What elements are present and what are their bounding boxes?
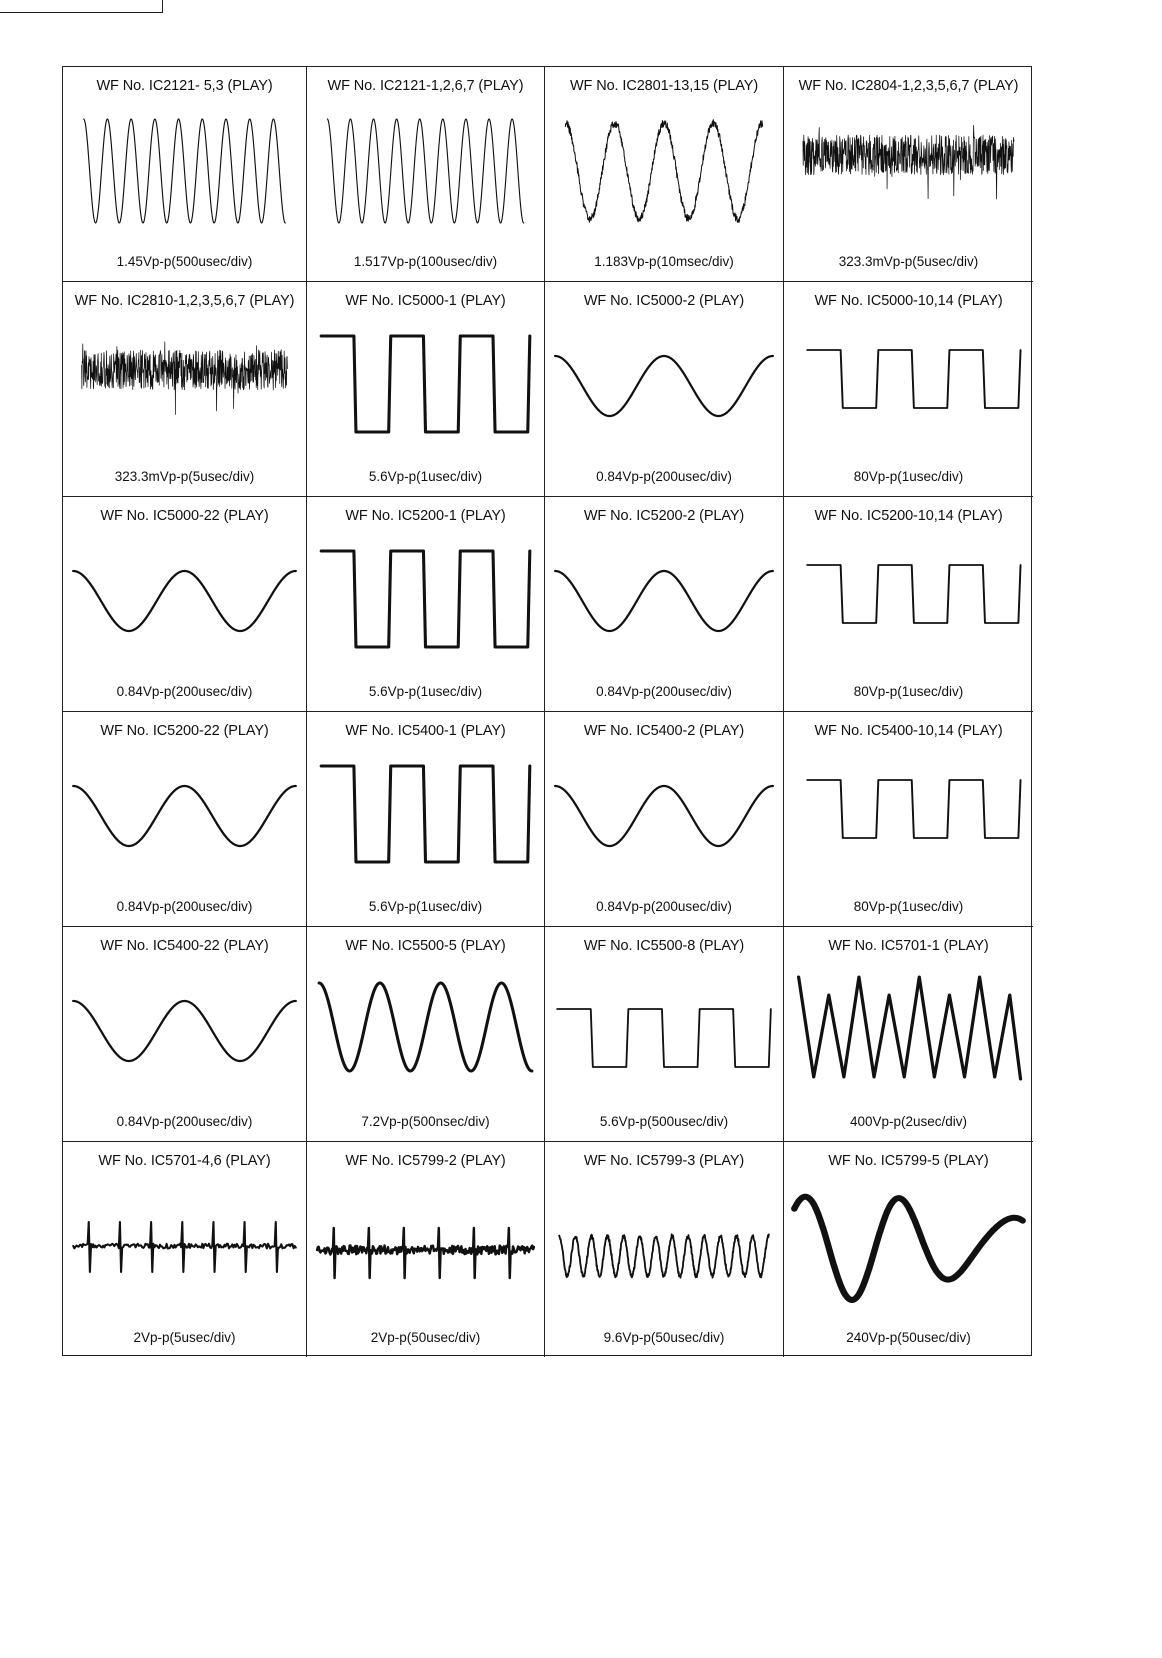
- waveform-line: [557, 1009, 771, 1067]
- waveform-title: WF No. IC5500-5 (PLAY): [345, 938, 506, 954]
- header-box: [0, 0, 163, 13]
- waveform-trace: [790, 322, 1027, 450]
- waveform-title: WF No. IC5200-22 (PLAY): [100, 723, 269, 739]
- waveform-line: [807, 350, 1020, 408]
- waveform-title: WF No. IC5400-2 (PLAY): [583, 723, 745, 739]
- waveform-panel: [545, 927, 784, 1142]
- waveform-title: WF No. IC5000-22 (PLAY): [100, 508, 269, 524]
- waveform-title: WF No. IC5400-22 (PLAY): [100, 938, 269, 954]
- waveform-line: [73, 1222, 296, 1272]
- waveform-caption: 0.84Vp-p(200usec/div): [116, 899, 253, 914]
- waveform-title: WF No. IC5701-4,6 (PLAY): [98, 1153, 271, 1169]
- waveform-panel: [307, 282, 545, 497]
- waveform-caption: 5.6Vp-p(1usec/div): [368, 684, 483, 699]
- waveform-panel: [63, 1142, 307, 1357]
- waveform-caption: 5.6Vp-p(1usec/div): [368, 469, 483, 484]
- waveform-line: [73, 786, 296, 846]
- waveform-panel: [307, 497, 545, 712]
- waveform-panel: [63, 497, 307, 712]
- waveform-title: WF No. IC5200-10,14 (PLAY): [814, 508, 1003, 524]
- waveform-caption: 9.6Vp-p(50usec/div): [603, 1330, 725, 1345]
- waveform-trace: [790, 537, 1027, 665]
- waveform-caption: 0.84Vp-p(200usec/div): [596, 469, 732, 484]
- waveform-trace: [69, 322, 300, 450]
- waveform-line: [73, 1001, 296, 1061]
- waveform-title: WF No. IC2801-13,15 (PLAY): [569, 78, 759, 94]
- waveform-panel: [307, 712, 545, 927]
- waveform-panel: [784, 927, 1033, 1142]
- waveform-line: [84, 119, 286, 223]
- waveform-panel: [545, 497, 784, 712]
- waveform-trace: [313, 537, 538, 665]
- waveform-trace: [69, 107, 300, 235]
- waveform-panel: [63, 282, 307, 497]
- waveform-trace: [551, 107, 777, 235]
- waveform-title: WF No. IC2804-1,2,3,5,6,7 (PLAY): [798, 78, 1019, 94]
- waveform-title: WF No. IC5000-1 (PLAY): [345, 293, 506, 309]
- waveform-panel: [307, 927, 545, 1142]
- waveform-caption: 7.2Vp-p(500nsec/div): [361, 1114, 490, 1129]
- waveform-panel: [307, 67, 545, 282]
- waveform-panel: [784, 282, 1033, 497]
- waveform-caption: 240Vp-p(50usec/div): [846, 1330, 971, 1345]
- waveform-caption: 1.183Vp-p(10msec/div): [594, 254, 734, 269]
- waveform-caption: 80Vp-p(1usec/div): [853, 684, 964, 699]
- waveform-trace: [790, 1182, 1027, 1310]
- waveform-panel: [545, 1142, 784, 1357]
- waveform-trace: [551, 322, 777, 450]
- waveform-line: [807, 565, 1020, 623]
- waveform-caption: 0.84Vp-p(200usec/div): [116, 684, 253, 699]
- waveform-trace: [790, 107, 1027, 235]
- waveform-grid: [62, 66, 1032, 1356]
- waveform-panel: [545, 712, 784, 927]
- waveform-trace: [551, 967, 777, 1095]
- waveform-title: WF No. IC2810-1,2,3,5,6,7 (PLAY): [74, 293, 295, 309]
- waveform-panel: [63, 927, 307, 1142]
- waveform-panel: [307, 1142, 545, 1357]
- waveform-trace: [69, 537, 300, 665]
- waveform-line: [319, 983, 532, 1071]
- waveform-line: [555, 786, 773, 846]
- waveform-caption: 0.84Vp-p(200usec/div): [596, 684, 732, 699]
- waveform-caption: 1.517Vp-p(100usec/div): [353, 254, 498, 269]
- waveform-line: [807, 780, 1020, 838]
- waveform-panel: [63, 712, 307, 927]
- waveform-trace: [551, 537, 777, 665]
- waveform-caption: 2Vp-p(5usec/div): [133, 1330, 236, 1345]
- waveform-panel: [784, 497, 1033, 712]
- waveform-panel: [545, 67, 784, 282]
- waveform-trace: [551, 1182, 777, 1310]
- waveform-line: [321, 336, 530, 432]
- waveform-caption: 0.84Vp-p(200usec/div): [596, 899, 732, 914]
- waveform-title: WF No. IC2121- 5,3 (PLAY): [96, 78, 273, 94]
- waveform-trace: [313, 107, 538, 235]
- waveform-caption: 1.45Vp-p(500usec/div): [116, 254, 253, 269]
- waveform-title: WF No. IC5200-2 (PLAY): [583, 508, 745, 524]
- waveform-trace: [790, 752, 1027, 880]
- waveform-trace: [313, 322, 538, 450]
- waveform-trace: [69, 752, 300, 880]
- waveform-line: [82, 342, 288, 415]
- waveform-caption: 323.3mVp-p(5usec/div): [114, 469, 255, 484]
- waveform-panel: [63, 67, 307, 282]
- waveform-line: [799, 977, 1021, 1079]
- waveform-caption: 400Vp-p(2usec/div): [849, 1114, 968, 1129]
- waveform-trace: [790, 967, 1027, 1095]
- waveform-title: WF No. IC2121-1,2,6,7 (PLAY): [327, 78, 524, 94]
- waveform-title: WF No. IC5500-8 (PLAY): [583, 938, 745, 954]
- waveform-caption: 5.6Vp-p(1usec/div): [368, 899, 483, 914]
- waveform-line: [327, 119, 523, 223]
- waveform-title: WF No. IC5400-1 (PLAY): [345, 723, 506, 739]
- waveform-trace: [69, 1182, 300, 1310]
- waveform-line: [321, 766, 530, 862]
- waveform-panel: [784, 712, 1033, 927]
- waveform-panel: [545, 282, 784, 497]
- waveform-panel: [784, 1142, 1033, 1357]
- waveform-caption: 80Vp-p(1usec/div): [853, 469, 964, 484]
- waveform-panel: [784, 67, 1033, 282]
- waveform-line: [794, 1197, 1022, 1300]
- waveform-line: [559, 1234, 769, 1277]
- waveform-title: WF No. IC5799-5 (PLAY): [828, 1153, 989, 1169]
- waveform-title: WF No. IC5799-2 (PLAY): [345, 1153, 506, 1169]
- waveform-trace: [313, 967, 538, 1095]
- waveform-trace: [69, 967, 300, 1095]
- waveform-trace: [313, 1182, 538, 1310]
- waveform-title: WF No. IC5799-3 (PLAY): [583, 1153, 745, 1169]
- waveform-title: WF No. IC5400-10,14 (PLAY): [814, 723, 1003, 739]
- waveform-caption: 80Vp-p(1usec/div): [853, 899, 964, 914]
- waveform-trace: [551, 752, 777, 880]
- waveform-line: [565, 120, 762, 223]
- waveform-caption: 323.3mVp-p(5usec/div): [838, 254, 979, 269]
- waveform-title: WF No. IC5000-2 (PLAY): [583, 293, 745, 309]
- waveform-line: [555, 356, 773, 416]
- waveform-line: [317, 1228, 534, 1278]
- waveform-line: [73, 571, 296, 631]
- waveform-line: [321, 551, 530, 647]
- waveform-title: WF No. IC5200-1 (PLAY): [345, 508, 506, 524]
- waveform-line: [803, 125, 1014, 199]
- waveform-title: WF No. IC5000-10,14 (PLAY): [814, 293, 1003, 309]
- waveform-line: [555, 571, 773, 631]
- waveform-title: WF No. IC5701-1 (PLAY): [828, 938, 989, 954]
- waveform-caption: 2Vp-p(50usec/div): [370, 1330, 481, 1345]
- waveform-caption: 0.84Vp-p(200usec/div): [116, 1114, 253, 1129]
- waveform-caption: 5.6Vp-p(500usec/div): [599, 1114, 729, 1129]
- waveform-trace: [313, 752, 538, 880]
